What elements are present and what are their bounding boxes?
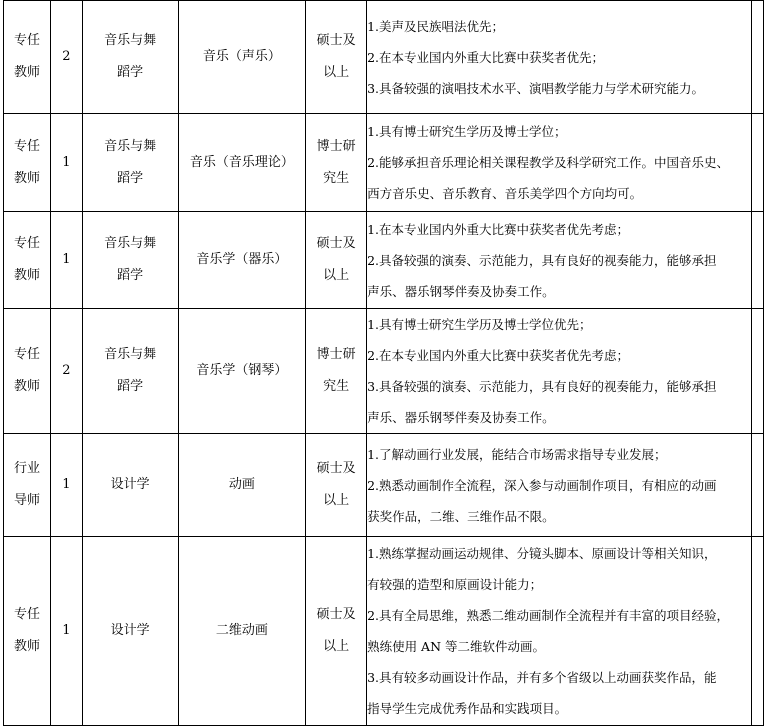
requirement-line: 2.在本专业国内外重大比赛中获奖者优先；	[367, 49, 604, 65]
cell-text: 博士研	[316, 138, 356, 154]
cell-text: 专任	[13, 236, 40, 251]
table-row	[4, 434, 764, 537]
degree-cell	[306, 434, 367, 537]
cell-text: 硕士及	[316, 461, 356, 476]
requirement-line: 获奖作品，二维、三维作品不限。	[367, 508, 555, 524]
requirement-line: 2.能够承担音乐理论相关课程教学及科学研究工作。中国音乐史、	[367, 155, 729, 170]
requirement-line: 3.具有较多动画设计作品，并有多个省级以上动画获奖作品，能	[367, 670, 717, 685]
discipline-cell	[82, 212, 178, 309]
cell-text: 教师	[13, 170, 40, 186]
requirements-cell	[367, 309, 752, 434]
cell-text: 教师	[13, 639, 40, 654]
table-row	[4, 309, 764, 434]
cell-text: 音乐与舞	[104, 138, 157, 154]
degree-cell	[306, 309, 367, 434]
cell-text: 行业	[13, 461, 40, 476]
requirement-line: 3.具备较强的演唱技术水平、演唱教学能力与学术研究能力。	[367, 80, 704, 96]
cell-text: 教师	[13, 379, 40, 394]
position-cell	[4, 537, 51, 726]
table-row	[4, 212, 764, 309]
cell-text: 以上	[323, 493, 350, 508]
requirement-line: 有较强的造型和原画设计能力；	[367, 577, 543, 592]
cell-text: 以上	[323, 65, 350, 80]
requirements-cell	[367, 537, 752, 726]
requirement-line: 2.具备较强的演奏、示范能力，具有良好的视奏能力，能够承担	[367, 252, 717, 268]
direction-cell: 音乐学（钢琴）	[178, 309, 306, 434]
edge-cell	[751, 212, 763, 309]
cell-text: 教师	[13, 65, 40, 80]
requirement-line: 声乐、器乐钢琴伴奏及协奏工作。	[367, 283, 555, 299]
requirement-line: 2.熟悉动画制作全流程，深入参与动画制作项目，有相应的动画	[367, 477, 717, 493]
cell-text: 以上	[323, 639, 350, 654]
requirements-cell	[367, 212, 752, 309]
cell-text: 蹈学	[117, 65, 144, 80]
discipline-cell	[82, 114, 178, 212]
cell-text: 设计学	[110, 623, 150, 638]
requirement-line: 声乐、器乐钢琴伴奏及协奏工作。	[367, 410, 555, 425]
recruitment-table	[3, 0, 764, 726]
cell-text: 导师	[13, 493, 40, 508]
direction-cell: 二维动画	[178, 537, 306, 726]
cell-text: 蹈学	[117, 268, 144, 283]
count-cell: 2	[50, 1, 82, 114]
degree-cell	[306, 537, 367, 726]
cell-text: 音乐与舞	[104, 33, 157, 48]
requirements-cell	[367, 1, 752, 114]
discipline-cell	[82, 309, 178, 434]
cell-text: 究生	[323, 379, 350, 394]
cell-text: 专任	[13, 347, 40, 362]
table-row	[4, 114, 764, 212]
edge-cell	[751, 537, 763, 726]
discipline-cell	[82, 537, 178, 726]
edge-cell	[751, 114, 763, 212]
cell-text: 设计学	[110, 477, 150, 492]
degree-cell	[306, 1, 367, 114]
cell-text: 音乐与舞	[104, 347, 157, 362]
count-cell: 1	[50, 434, 82, 537]
position-cell	[4, 114, 51, 212]
requirement-line: 1.了解动画行业发展，能结合市场需求指导专业发展；	[367, 446, 667, 462]
edge-cell	[751, 1, 763, 114]
requirement-line: 1.在本专业国内外重大比赛中获奖者优先考虑；	[367, 221, 629, 237]
direction-cell: 音乐学（器乐）	[178, 212, 306, 309]
direction-cell: 动画	[178, 434, 306, 537]
cell-text: 究生	[323, 170, 350, 186]
requirement-line: 指导学生完成优秀作品和实践项目。	[367, 701, 568, 716]
requirement-line: 3.具备较强的演奏、示范能力，具有良好的视奏能力，能够承担	[367, 379, 717, 394]
cell-text: 硕士及	[316, 607, 356, 622]
position-cell	[4, 309, 51, 434]
requirement-line: 2.在本专业国内外重大比赛中获奖者优先考虑；	[367, 348, 629, 363]
cell-text: 以上	[323, 268, 350, 283]
position-cell	[4, 1, 51, 114]
requirements-cell	[367, 434, 752, 537]
requirement-line: 1.熟练掌握动画运动规律、分镜头脚本、原画设计等相关知识，	[367, 546, 717, 561]
requirement-line: 2.具有全局思维，熟悉二维动画制作全流程并有丰富的项目经验，	[367, 608, 729, 623]
count-cell: 1	[50, 537, 82, 726]
cell-text: 专任	[13, 33, 40, 48]
cell-text: 硕士及	[316, 236, 356, 251]
edge-cell	[751, 309, 763, 434]
count-cell: 1	[50, 212, 82, 309]
requirement-line: 1.具有博士研究生学历及博士学位；	[367, 124, 567, 139]
requirement-line: 西方音乐史、音乐教育、音乐美学四个方向均可。	[367, 186, 643, 201]
position-cell	[4, 212, 51, 309]
table-row	[4, 537, 764, 726]
cell-text: 音乐与舞	[104, 236, 157, 251]
discipline-cell	[82, 434, 178, 537]
cell-text: 专任	[13, 607, 40, 622]
cell-text: 教师	[13, 268, 40, 283]
cell-text: 硕士及	[316, 33, 356, 48]
table-row	[4, 1, 764, 114]
requirement-line: 1.具有博士研究生学历及博士学位优先；	[367, 317, 592, 332]
requirement-line: 1.美声及民族唱法优先；	[367, 18, 504, 34]
degree-cell	[306, 212, 367, 309]
degree-cell	[306, 114, 367, 212]
requirements-cell	[367, 114, 752, 212]
requirement-line: 熟练使用 AN 等二维软件动画。	[367, 639, 545, 654]
cell-text: 蹈学	[117, 170, 144, 186]
direction-cell: 音乐（音乐理论）	[178, 114, 306, 212]
discipline-cell	[82, 1, 178, 114]
count-cell: 2	[50, 309, 82, 434]
edge-cell	[751, 434, 763, 537]
cell-text: 博士研	[316, 347, 356, 362]
count-cell: 1	[50, 114, 82, 212]
cell-text: 专任	[13, 138, 40, 154]
cell-text: 蹈学	[117, 379, 144, 394]
direction-cell: 音乐（声乐）	[178, 1, 306, 114]
position-cell	[4, 434, 51, 537]
